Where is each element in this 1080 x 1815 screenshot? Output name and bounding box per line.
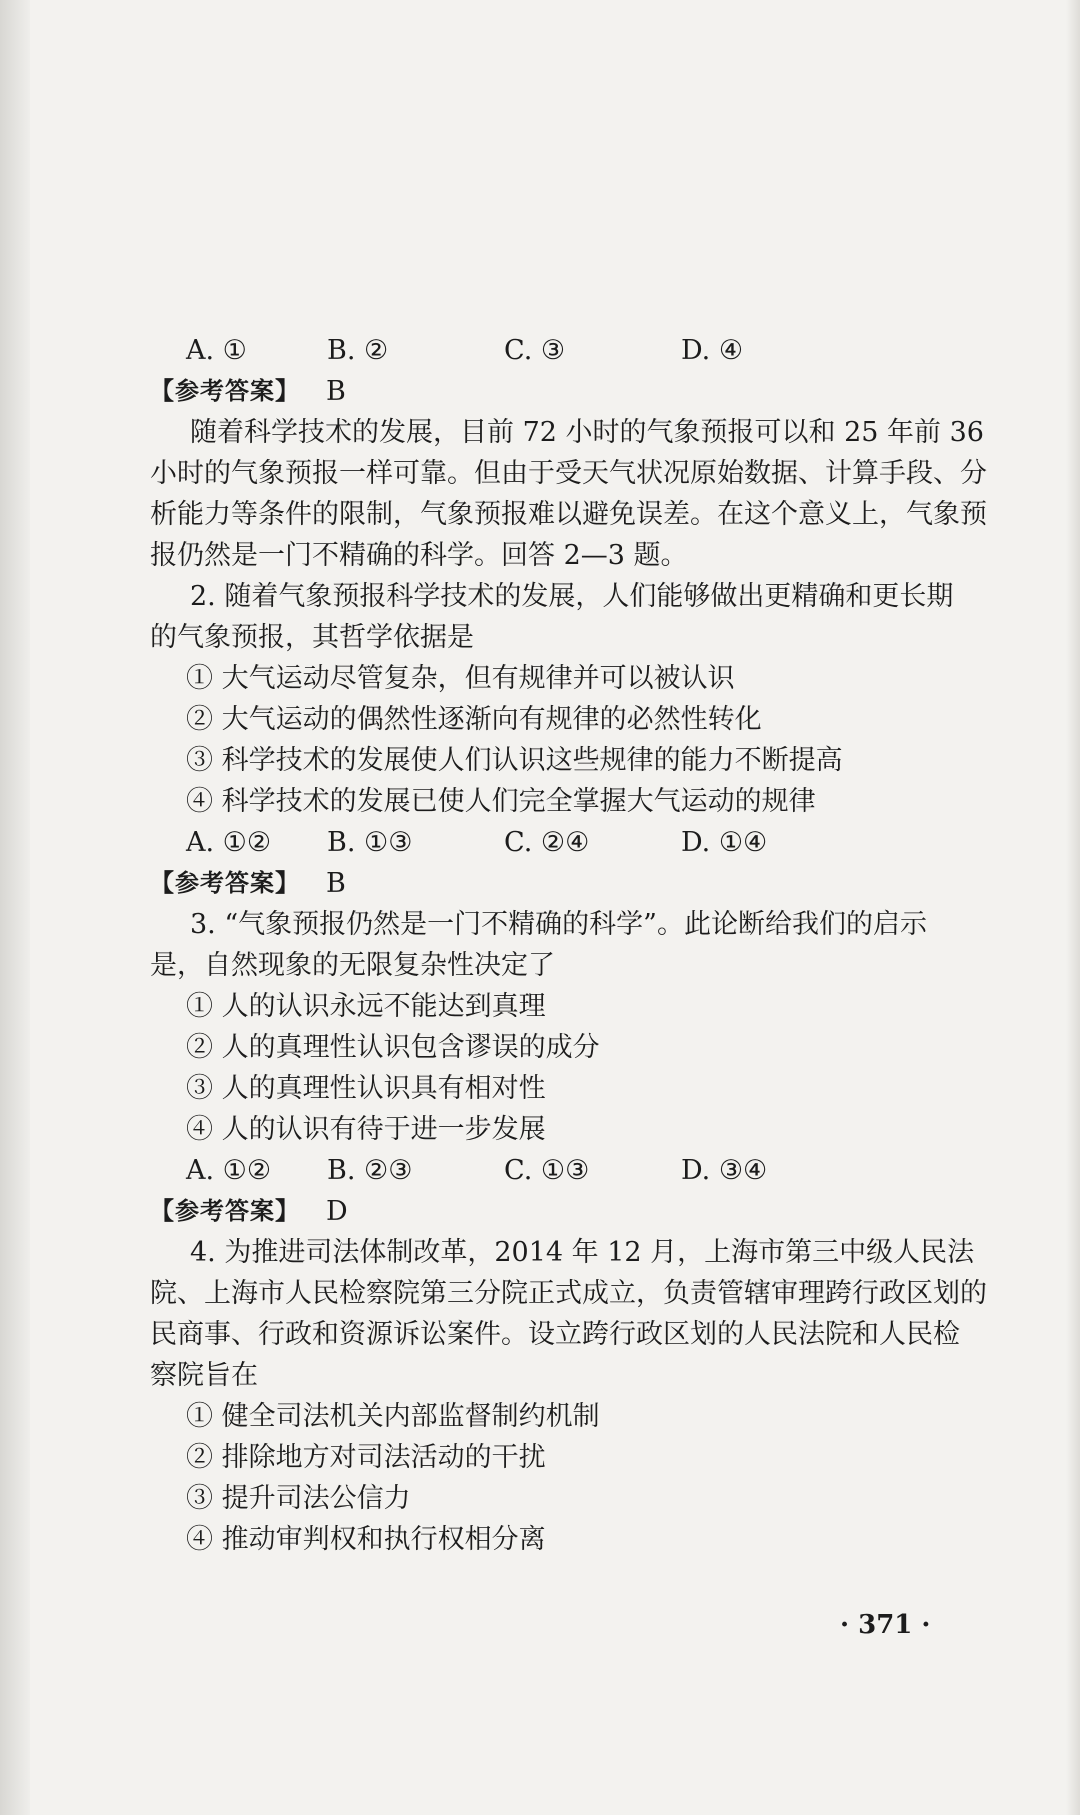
q2-answer: B xyxy=(326,868,346,899)
page-number: · 371 · xyxy=(840,1610,931,1640)
q3-option: ③ 人的真理性认识具有相对性 xyxy=(186,1073,546,1104)
q2-choice-c: C. ②④ xyxy=(504,827,590,858)
q2-choice-a: A. ①② xyxy=(186,827,272,858)
passage-line: 析能力等条件的限制，气象预报难以避免误差。在这个意义上，气象预 xyxy=(150,499,987,530)
q4-option: ③ 提升司法公信力 xyxy=(186,1483,411,1514)
q3-choice-a: A. ①② xyxy=(186,1155,272,1186)
q1-answer: B xyxy=(326,376,346,407)
passage-line: 报仍然是一门不精确的科学。回答 2—3 题。 xyxy=(150,540,688,571)
answer-label: 【参考答案】 xyxy=(150,1197,300,1225)
q3-option: ④ 人的认识有待于进一步发展 xyxy=(186,1114,546,1145)
q1-choice-a: A. ① xyxy=(186,335,247,366)
q3-stem-line: 是，自然现象的无限复杂性决定了 xyxy=(150,950,555,981)
page-text xyxy=(150,330,987,1560)
q2-option: ① 大气运动尽管复杂，但有规律并可以被认识 xyxy=(186,663,735,694)
q3-option: ① 人的认识永远不能达到真理 xyxy=(186,991,546,1022)
q2-stem-line: 的气象预报，其哲学依据是 xyxy=(150,622,474,653)
answer-label: 【参考答案】 xyxy=(150,869,300,897)
q4-option: ① 健全司法机关内部监督制约机制 xyxy=(186,1401,600,1432)
q4-stem-line: 察院旨在 xyxy=(150,1360,258,1391)
q3-answer-line xyxy=(150,1191,970,1232)
q2-answer-line xyxy=(150,863,970,904)
q3-choice-c: C. ①③ xyxy=(504,1155,590,1186)
q4-stem-line: 院、上海市人民检察院第三分院正式成立，负责管辖审理跨行政区划的 xyxy=(150,1278,987,1309)
q1-answer-line xyxy=(150,371,970,412)
q3-choice-d: D. ③④ xyxy=(681,1155,768,1186)
q3-answer: D xyxy=(326,1196,348,1227)
page-edge-left xyxy=(0,0,30,1815)
q3-stem-line: 3. “气象预报仍然是一门不精确的科学”。此论断给我们的启示 xyxy=(190,909,927,940)
q2-choice-d: D. ①④ xyxy=(681,827,768,858)
passage-line: 随着科学技术的发展，目前 72 小时的气象预报可以和 25 年前 36 xyxy=(190,417,984,448)
q1-choices xyxy=(150,330,970,371)
q3-option: ② 人的真理性认识包含谬误的成分 xyxy=(186,1032,600,1063)
q2-option: ④ 科学技术的发展已使人们完全掌握大气运动的规律 xyxy=(186,786,816,817)
q2-stem-line: 2. 随着气象预报科学技术的发展，人们能够做出更精确和更长期 xyxy=(190,581,954,612)
q4-option: ④ 推动审判权和执行权相分离 xyxy=(186,1524,546,1555)
q4-stem-line: 4. 为推进司法体制改革，2014 年 12 月，上海市第三中级人民法 xyxy=(190,1237,975,1268)
page-edge-right xyxy=(1066,0,1080,1815)
answer-label: 【参考答案】 xyxy=(150,377,300,405)
q2-choices xyxy=(150,822,970,863)
q1-choice-c: C. ③ xyxy=(504,335,566,366)
q3-choice-b: B. ②③ xyxy=(327,1155,413,1186)
q4-stem-line: 民商事、行政和资源诉讼案件。设立跨行政区划的人民法院和人民检 xyxy=(150,1319,960,1350)
q3-choices xyxy=(150,1150,970,1191)
q2-option: ③ 科学技术的发展使人们认识这些规律的能力不断提高 xyxy=(186,745,843,776)
passage-line: 小时的气象预报一样可靠。但由于受天气状况原始数据、计算手段、分 xyxy=(150,458,987,489)
q1-choice-d: D. ④ xyxy=(681,335,744,366)
q4-option: ② 排除地方对司法活动的干扰 xyxy=(186,1442,546,1473)
q2-choice-b: B. ①③ xyxy=(327,827,413,858)
q2-option: ② 大气运动的偶然性逐渐向有规律的必然性转化 xyxy=(186,704,762,735)
q1-choice-b: B. ② xyxy=(327,335,389,366)
